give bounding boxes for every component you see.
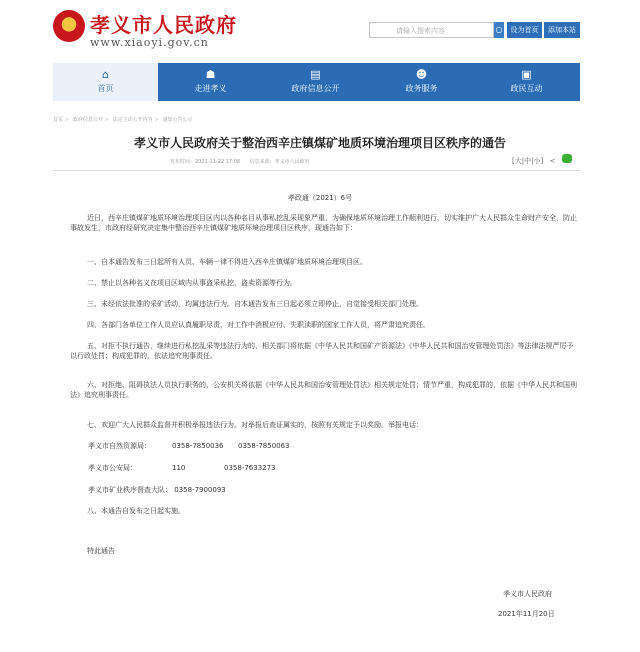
set-home-button[interactable]: 设为首页 <box>507 22 542 38</box>
article-tools <box>512 154 576 166</box>
contact-name: 孝义市矿业秩序督查大队： <box>88 486 172 494</box>
person-icon: ☗ <box>205 68 216 81</box>
breadcrumb-item[interactable]: 通知公告公示 <box>162 117 193 123</box>
divider <box>53 170 580 171</box>
add-favorite-button[interactable]: 添加本站 <box>544 22 580 38</box>
paragraph: 八、本通告自发布之日起实施。 <box>87 507 185 515</box>
nav-item-interaction[interactable] <box>474 63 579 101</box>
signature: 孝义市人民政府 <box>503 590 552 598</box>
wechat-icon[interactable] <box>562 154 572 163</box>
nav-label: 走进孝义 <box>194 84 227 93</box>
nav-label: 政务服务 <box>405 84 438 93</box>
contact-name: 孝义市自然资源局： <box>88 442 151 450</box>
paragraph: 一、自本通告发布三日起所有人员、车辆一律不得进入西辛庄镇煤矿地质环境治理项目区。 <box>87 258 367 266</box>
paragraph: 近日，西辛庄镇煤矿地质环境治理项目区内以各种名目从事私挖乱采现象严重，为确保地质环境治理工作顺利进行，切实维护广大人民群众生命财产安全，防止事故发生，市政府经研究决定集中整治西辛庄镇煤矿地质环境治理项目区秩序，现通告如下： <box>70 214 577 232</box>
closing-text: 特此通告 <box>87 547 115 555</box>
contact-phone: 0358-7900093 <box>174 486 226 494</box>
paragraph: 五、对拒不执行通告，继续进行私挖乱采等违法行为的，相关部门将依据《中华人民共和国矿产资源法》《中华人民共和国治安管理处罚法》等法律法规严厉予以行政处罚；构成犯罪的，依法追究刑事责任。 <box>70 342 574 360</box>
publish-time: 发布时间：2021-11-22 17:08 <box>170 159 241 165</box>
document-icon: ▤ <box>310 68 321 81</box>
main-nav <box>53 63 580 101</box>
nav-label: 政民互动 <box>510 84 543 93</box>
paragraph: 七、欢迎广大人民群众监督并积极举报违法行为。对举报后查证属实的，按照有关规定予以奖励。举报电话： <box>87 421 423 429</box>
people-icon: ☻ <box>415 68 428 81</box>
contact-phone: 0358-7633273 <box>224 464 276 472</box>
site-title: 孝义市人民政府 <box>90 13 237 37</box>
contact-phone: 110 <box>172 464 186 472</box>
paragraph: 三、未经依法批准的采矿活动，均属违法行为。自本通告发布三日起必须立即停止，自觉接受相关部门处理。 <box>87 300 423 308</box>
article-title: 孝义市人民政府关于整治西辛庄镇煤矿地质环境治理项目区秩序的通告 <box>133 136 506 150</box>
breadcrumb-item[interactable]: 法定主动公开内容 <box>112 117 153 123</box>
share-icon[interactable]: ≺ <box>549 157 556 165</box>
nav-item-info-disclosure[interactable] <box>263 63 368 101</box>
paragraph: 二、禁止以各种名义在项目区域内从事盗采私挖、盗卖资源等行为。 <box>87 279 297 287</box>
paragraph: 四、各部门各单位工作人员应认真履职尽责，对工作中消极应付、失职渎职的国家工作人员，将严肃追究责任。 <box>87 321 430 329</box>
contact-phone: 0358-7850036 <box>172 442 224 450</box>
contact-name: 孝义市公安局： <box>88 464 137 472</box>
article-meta <box>170 158 318 165</box>
site-header <box>0 0 640 62</box>
national-emblem-icon <box>53 10 85 42</box>
search-input[interactable]: 请输入搜索内容 <box>369 22 494 38</box>
nav-label: 政府信息公开 <box>291 84 340 93</box>
nav-label: 首页 <box>97 84 114 93</box>
breadcrumb: 首页 > 政府信息公开 > 法定主动公开内容 > 通知公告公示 <box>53 117 193 123</box>
nav-item-about[interactable] <box>158 63 263 101</box>
issue-date: 2021年11月20日 <box>498 610 555 618</box>
home-icon: ⌂ <box>102 68 109 81</box>
contact-row <box>88 463 598 473</box>
contact-phone: 0358-7850063 <box>238 442 290 450</box>
nav-item-services[interactable] <box>369 63 474 101</box>
site-url: www.xiaoyi.gov.cn <box>90 36 209 49</box>
breadcrumb-item[interactable]: 政府信息公开 <box>72 117 103 123</box>
paragraph: 六、对拒绝、阻碍执法人员执行职务的，公安机关将依据《中华人民共和国治安管理处罚法》相关规定处罚；情节严重，构成犯罪的，依据《中华人民共和国刑法》追究刑事责任。 <box>70 381 577 399</box>
chat-icon: ▣ <box>521 68 532 81</box>
contact-row <box>88 441 598 451</box>
document-number: 孝政通（2021）6号 <box>287 194 353 202</box>
font-size-switch[interactable]: [大|中|小] <box>512 157 544 165</box>
breadcrumb-item[interactable]: 首页 <box>53 117 64 123</box>
nav-item-home[interactable] <box>53 63 158 101</box>
search-icon: ○ <box>495 25 503 34</box>
search-button[interactable] <box>494 22 504 38</box>
contact-row <box>88 485 598 495</box>
info-source: 信息来源：孝义市人民政府 <box>249 159 310 165</box>
